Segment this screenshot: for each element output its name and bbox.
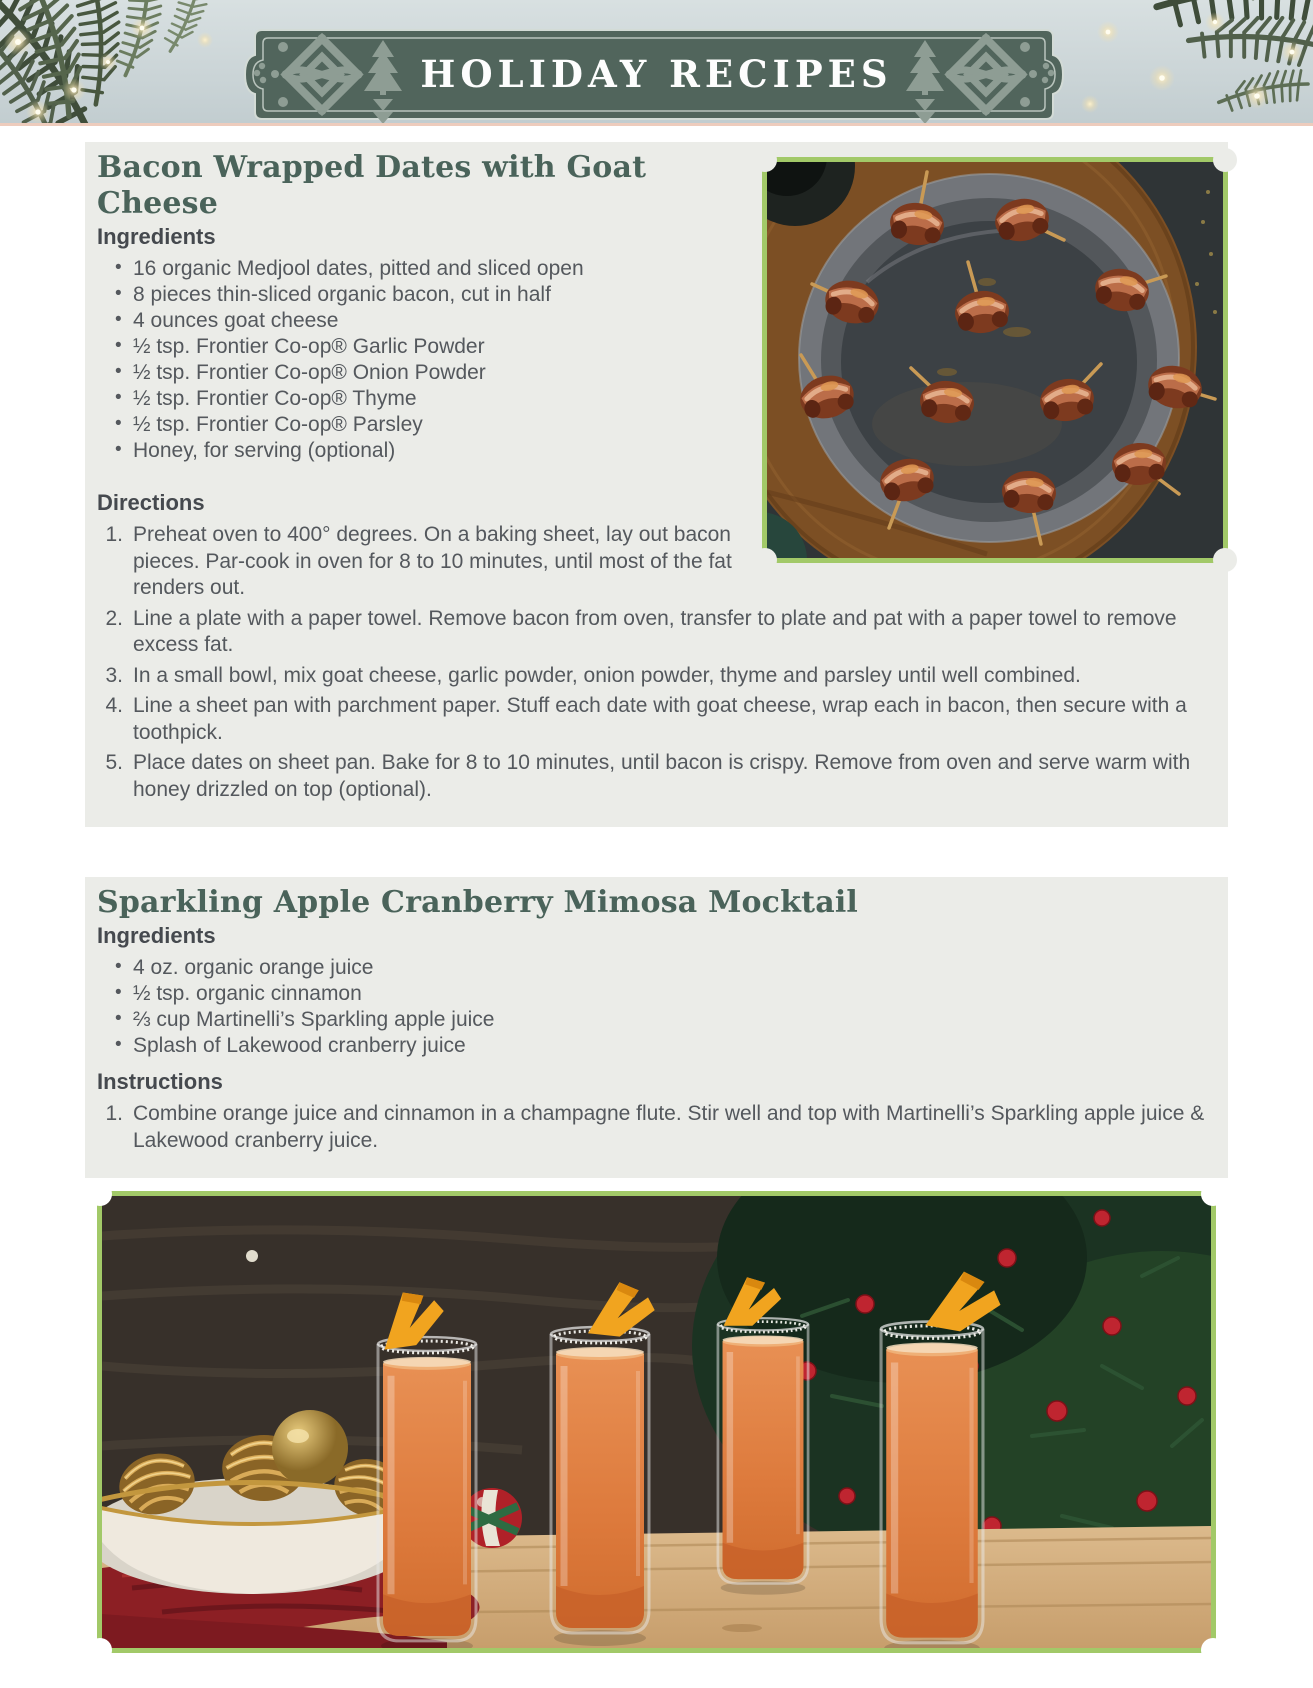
ingredients-list	[113, 955, 1214, 1059]
instruction-step: Combine orange juice and cinnamon in a champagne flute. Stir well and top with Martinelli’s Sparkling apple juice & Lakewood cranberry juice.	[133, 1102, 1205, 1152]
header-banner	[0, 0, 1313, 126]
frame-corner-notch	[88, 1638, 112, 1662]
frame-corner-notch	[1201, 1182, 1225, 1206]
mimosa-illustration	[102, 1196, 1211, 1648]
gold-ornament	[272, 1410, 348, 1486]
instructions-list	[97, 1101, 1214, 1154]
direction-step: Place dates on sheet pan. Bake for 8 to 10 minutes, until bacon is crispy. Remove from oven and serve warm with honey drizzled on top (optional).	[133, 751, 1191, 801]
recipe-title: Bacon Wrapped Dates with Goat Cheese	[97, 150, 647, 221]
recipe-card-mimosa	[85, 877, 1228, 1178]
recipe-card-bacon-dates	[85, 142, 1228, 827]
direction-step: Line a plate with a paper towel. Remove bacon from oven, transfer to plate and pat with a paper towel to remove excess fat.	[133, 606, 1177, 656]
ingredient-item: • ½ tsp. Frontier Co-op® Parsley	[113, 412, 1214, 438]
ingredient-item: • ⅔ cup Martinelli’s Sparkling apple juice	[113, 1007, 1214, 1033]
direction-step: Line a sheet pan with parchment paper. Stuff each date with goat cheese, wrap each in bacon, then secure with a toothpick.	[133, 694, 1187, 744]
page-title: HOLIDAY RECIPES	[420, 52, 893, 96]
ingredient-item: • ½ tsp. organic cinnamon	[113, 981, 1214, 1007]
instructions-heading: Instructions	[97, 1069, 223, 1094]
ingredient-item: • ½ tsp. Frontier Co-op® Garlic Powder	[113, 334, 1214, 360]
ingredients-heading: Ingredients	[97, 224, 216, 249]
frame-corner-notch	[753, 148, 777, 172]
direction-step: In a small bowl, mix goat cheese, garlic powder, onion powder, thyme and parsley until well combined.	[133, 663, 1081, 687]
ingredient-item: • Splash of Lakewood cranberry juice	[113, 1033, 1214, 1059]
light-dot	[246, 1250, 258, 1262]
recipe-title: Sparkling Apple Cranberry Mimosa Mocktail	[97, 885, 859, 920]
ingredient-item: • 8 pieces thin-sliced organic bacon, cut in half	[113, 282, 1214, 308]
mimosa-photo	[97, 1191, 1216, 1653]
ingredient-item: • ½ tsp. Frontier Co-op® Onion Powder	[113, 360, 1214, 386]
ingredient-item: • 4 ounces goat cheese	[113, 308, 1214, 334]
frame-corner-notch	[1213, 548, 1237, 572]
directions-heading: Directions	[97, 490, 205, 515]
frame-corner-notch	[88, 1182, 112, 1206]
ingredient-item: • Honey, for serving (optional)	[113, 438, 1214, 464]
ingredient-item: • 16 organic Medjool dates, pitted and sliced open	[113, 256, 1214, 282]
ingredients-list	[113, 256, 1214, 464]
direction-step: Preheat oven to 400° degrees. On a baking sheet, lay out bacon pieces. Par-cook in oven for 8 to 10 minutes, until most of the fat renders out.	[133, 523, 732, 599]
ingredient-item: • ½ tsp. Frontier Co-op® Thyme	[113, 386, 1214, 412]
ingredients-heading: Ingredients	[97, 923, 216, 948]
ingredient-item: • 4 oz. organic orange juice	[113, 955, 1214, 981]
frame-corner-notch	[1201, 1638, 1225, 1662]
directions-list	[97, 522, 1214, 803]
frame-corner-notch	[1213, 148, 1237, 172]
